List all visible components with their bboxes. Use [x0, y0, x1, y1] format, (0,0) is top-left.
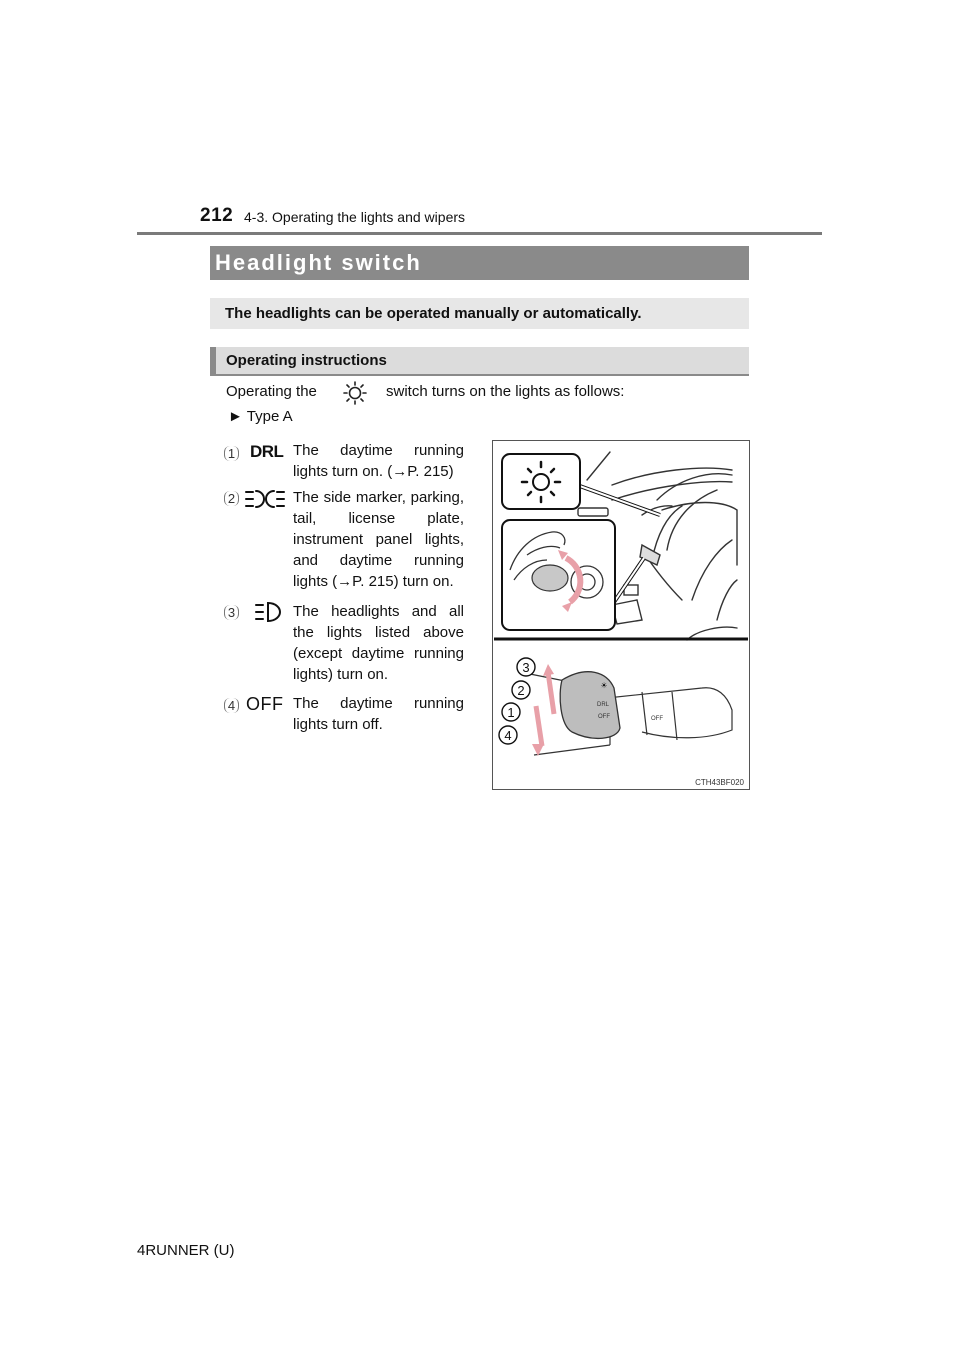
item-description: The daytime running lights turn on. (→P. 215)	[293, 442, 464, 480]
drl-symbol: DRL	[250, 442, 284, 461]
item-number: 2	[224, 491, 239, 506]
item-number: 1	[224, 446, 239, 461]
footer-model: 4RUNNER (U)	[137, 1242, 235, 1259]
headlight-switch-icon	[340, 380, 370, 406]
page-number: 212	[200, 205, 234, 226]
stalk-off-label: OFF	[598, 714, 610, 720]
intro-text: The headlights can be operated manually or automatically.	[225, 305, 642, 322]
subheading: Operating instructions	[226, 352, 387, 369]
title-bar	[210, 246, 749, 280]
section-heading: 4-3. Operating the lights and wipers	[244, 209, 466, 225]
callout-number: 2	[517, 683, 525, 698]
item-number: 4	[224, 698, 239, 713]
type-label	[228, 408, 293, 425]
parking-lights-icon	[244, 487, 286, 511]
header-rule	[137, 232, 822, 235]
callout-number: 3	[522, 660, 530, 675]
callout-number: 1	[507, 705, 515, 720]
stalk-light-icon: ☀	[600, 681, 608, 690]
item-number: 3	[224, 605, 239, 620]
callout-number: 4	[504, 728, 512, 743]
operating-suffix: switch turns on the lights as follows:	[386, 383, 625, 400]
type-text: Type A	[246, 408, 293, 425]
subheading-marker	[210, 347, 216, 376]
headlight-icon	[254, 600, 282, 624]
triangle-bullet-icon: ►	[228, 408, 243, 425]
stalk-off-label: OFF	[651, 716, 663, 722]
item-description: The side marker, parking, tail, license plate, instrument panel lights, and daytime running lights (→P. 215) turn on.	[293, 489, 464, 590]
page-title: Headlight switch	[215, 250, 422, 275]
operating-prefix: Operating the	[226, 383, 317, 400]
off-symbol: OFF	[246, 694, 284, 714]
intro-bar	[210, 298, 749, 329]
figure-code: CTH43BF020	[695, 778, 744, 787]
item-description: The daytime running lights turn off.	[293, 695, 464, 733]
stalk-drl-label: DRL	[596, 702, 610, 708]
subheading-bar	[210, 347, 749, 376]
headlight-switch-illustration	[492, 440, 750, 790]
item-description: The headlights and all the lights listed above (except daytime running lights) turn on.	[293, 603, 464, 683]
